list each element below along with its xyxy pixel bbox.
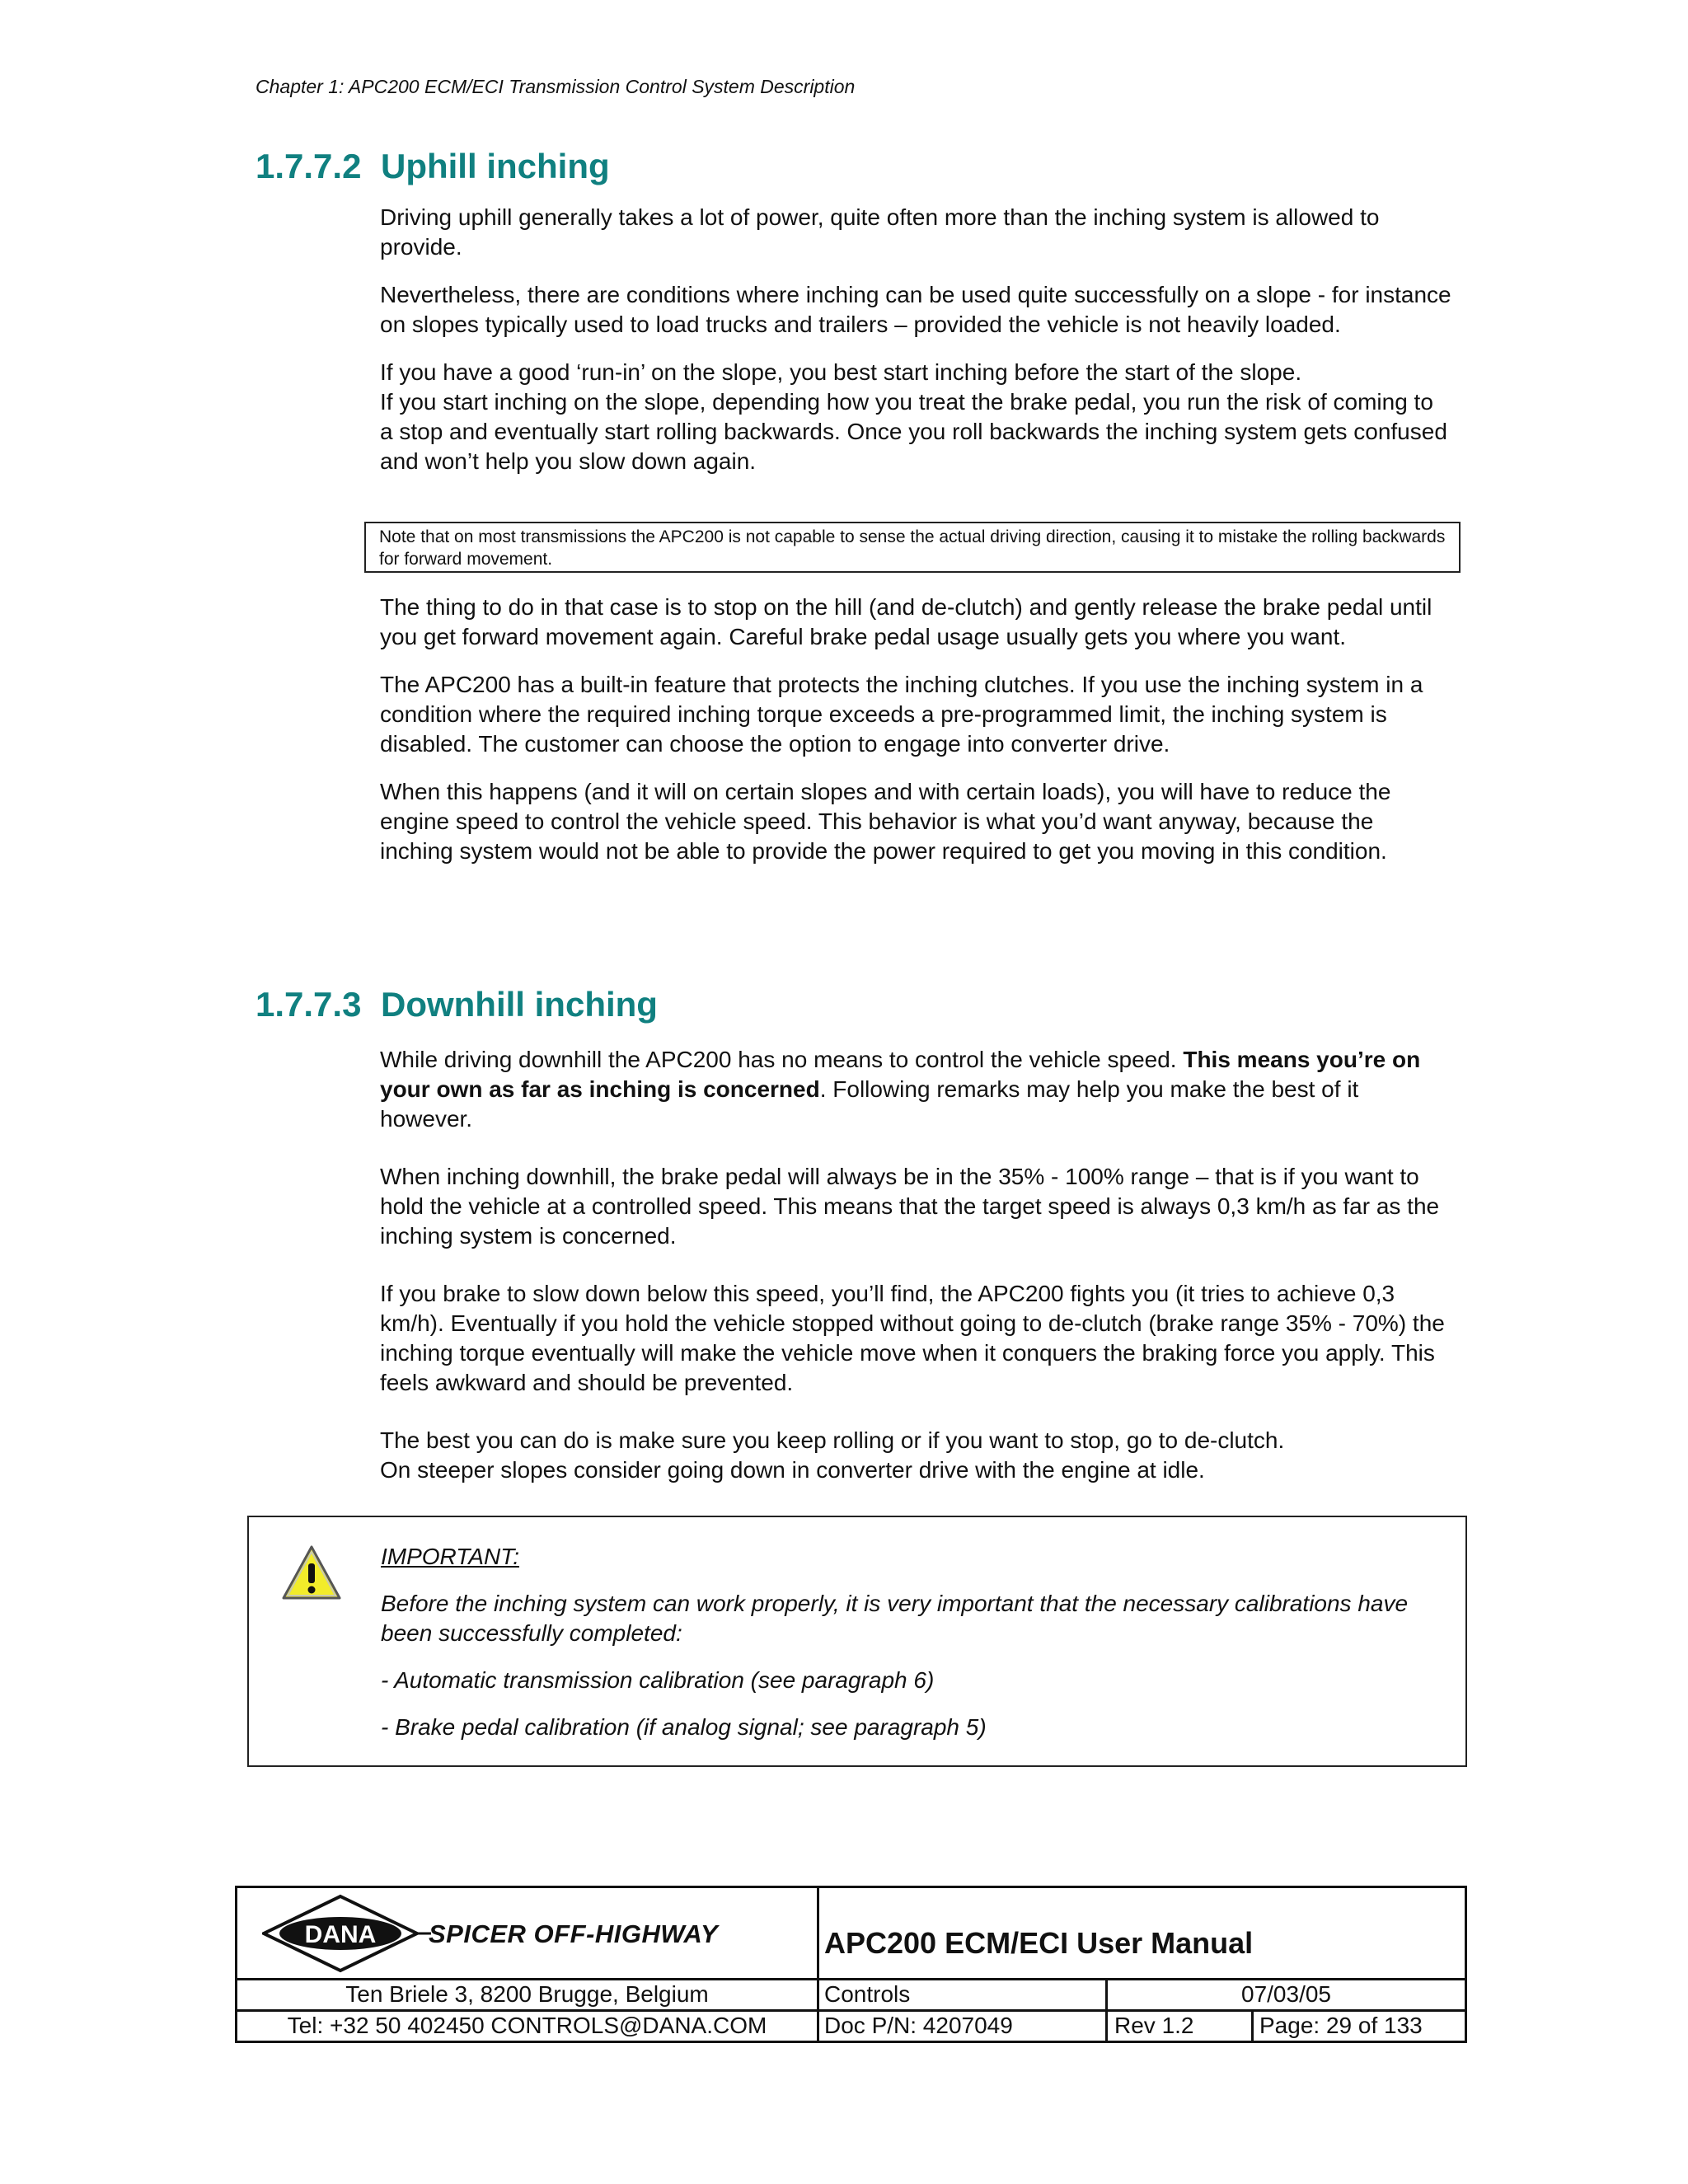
running-head: Chapter 1: APC200 ECM/ECI Transmission Control System Description bbox=[256, 76, 856, 97]
section-heading-downhill bbox=[256, 985, 658, 1024]
paragraph: The APC200 has a built-in feature that protects the inching clutches. If you use the inching system in a condition where the required inching torque exceeds a pre-programmed limit, the inching system is disabled. The customer can choose the option to engage into converter drive. bbox=[380, 672, 1423, 757]
paragraph-line: The best you can do is make sure you keep rolling or if you want to stop, go to de-clutch. bbox=[380, 1427, 1285, 1453]
important-paragraph: Before the inching system can work properly, it is very important that the necessary calibrations have been successfully completed: bbox=[381, 1591, 1409, 1646]
brand-name: SPICER OFF-HIGHWAY bbox=[429, 1919, 719, 1948]
text-run: . Following remarks may help you make the best of it however. bbox=[380, 1076, 1359, 1132]
paragraph bbox=[380, 1045, 1451, 1134]
important-label: IMPORTANT: bbox=[381, 1544, 519, 1569]
footer-date: 07/03/05 bbox=[1241, 1981, 1331, 2007]
note-box bbox=[364, 522, 1461, 573]
manual-title: APC200 ECM/ECI User Manual bbox=[824, 1926, 1254, 1960]
paragraph-line: If you start inching on the slope, depending how you treat the brake pedal, you run the risk of coming to a stop and eventually start rolling backwards. Once you roll backwards the inching system gets confused and won’t help you slow down again. bbox=[380, 389, 1447, 474]
footer-table bbox=[235, 1886, 1467, 2043]
uphill-body-top bbox=[380, 203, 1451, 494]
uphill-body-bottom bbox=[380, 593, 1451, 884]
text-run: While driving downhill the APC200 has no means to control the vehicle speed. bbox=[380, 1047, 1184, 1072]
paragraph bbox=[380, 1426, 1451, 1485]
important-text bbox=[381, 1542, 1452, 1760]
section-number: 1.7.7.3 bbox=[256, 985, 362, 1024]
section-title: Uphill inching bbox=[381, 147, 610, 185]
paragraph: Nevertheless, there are conditions where inching can be used quite successfully on a slope - for instance on slopes typically used to load trucks and trailers – provided the vehicle is not heavily loaded. bbox=[380, 282, 1451, 337]
footer-rev: Rev 1.2 bbox=[1114, 2013, 1194, 2038]
section-title: Downhill inching bbox=[381, 985, 658, 1024]
paragraph-line: On steeper slopes consider going down in converter drive with the engine at idle. bbox=[380, 1457, 1205, 1483]
section-number: 1.7.7.2 bbox=[256, 147, 362, 185]
bold-text: This means you’re on your own as far as inching is concerned bbox=[380, 1047, 1421, 1102]
logo-text: DANA bbox=[304, 1921, 377, 1948]
paragraph: When this happens (and it will on certain slopes and with certain loads), you will have to reduce the engine speed to control the vehicle speed. This behavior is what you’d want anyway, because the inching system would not be able to provide the power required to get you moving in this condition. bbox=[380, 779, 1391, 864]
dana-logo-icon bbox=[262, 1891, 431, 1975]
footer-address: Ten Briele 3, 8200 Brugge, Belgium bbox=[345, 1981, 709, 2007]
downhill-body bbox=[380, 1045, 1451, 1503]
paragraph: The thing to do in that case is to stop on the hill (and de-clutch) and gently release the brake pedal until you get forward movement again. Careful brake pedal usage usually gets you where you want. bbox=[380, 594, 1432, 649]
paragraph: When inching downhill, the brake pedal will always be in the 35% - 100% range – that is if you want to hold the vehicle at a controlled speed. This means that the target speed is always 0,3 km/h as far as the inching system is concerned. bbox=[380, 1164, 1440, 1249]
paragraph: Driving uphill generally takes a lot of power, quite often more than the inching system is allowed to provide. bbox=[380, 204, 1380, 260]
important-callout bbox=[247, 1516, 1467, 1767]
footer-department: Controls bbox=[824, 1981, 911, 2007]
note-text: Note that on most transmissions the APC200 is not capable to sense the actual driving direction, causing it to mistake the rolling backwards for forward movement. bbox=[379, 527, 1446, 569]
footer-page-number: Page: 29 of 133 bbox=[1259, 2013, 1423, 2038]
footer-doc-pn: Doc P/N: 4207049 bbox=[824, 2013, 1013, 2038]
paragraph-line: If you have a good ‘run-in’ on the slope, you best start inching before the start of the slope. bbox=[380, 359, 1302, 385]
paragraph: If you brake to slow down below this speed, you’ll find, the APC200 fights you (it tries to achieve 0,3 km/h). Eventually if you hold the vehicle stopped without going to de-clutch (brake range 35% - 70%) the inching torque eventually will make the vehicle move when it conquers the braking force you apply. This feels awkward and should be prevented. bbox=[380, 1281, 1445, 1395]
paragraph bbox=[380, 358, 1451, 476]
warning-triangle-icon bbox=[280, 1542, 343, 1605]
important-item: - Automatic transmission calibration (see paragraph 6) bbox=[381, 1667, 935, 1693]
footer-contact: Tel: +32 50 402450 CONTROLS@DANA.COM bbox=[287, 2013, 767, 2038]
section-heading-uphill bbox=[256, 147, 610, 186]
important-item: - Brake pedal calibration (if analog signal; see paragraph 5) bbox=[381, 1714, 987, 1740]
